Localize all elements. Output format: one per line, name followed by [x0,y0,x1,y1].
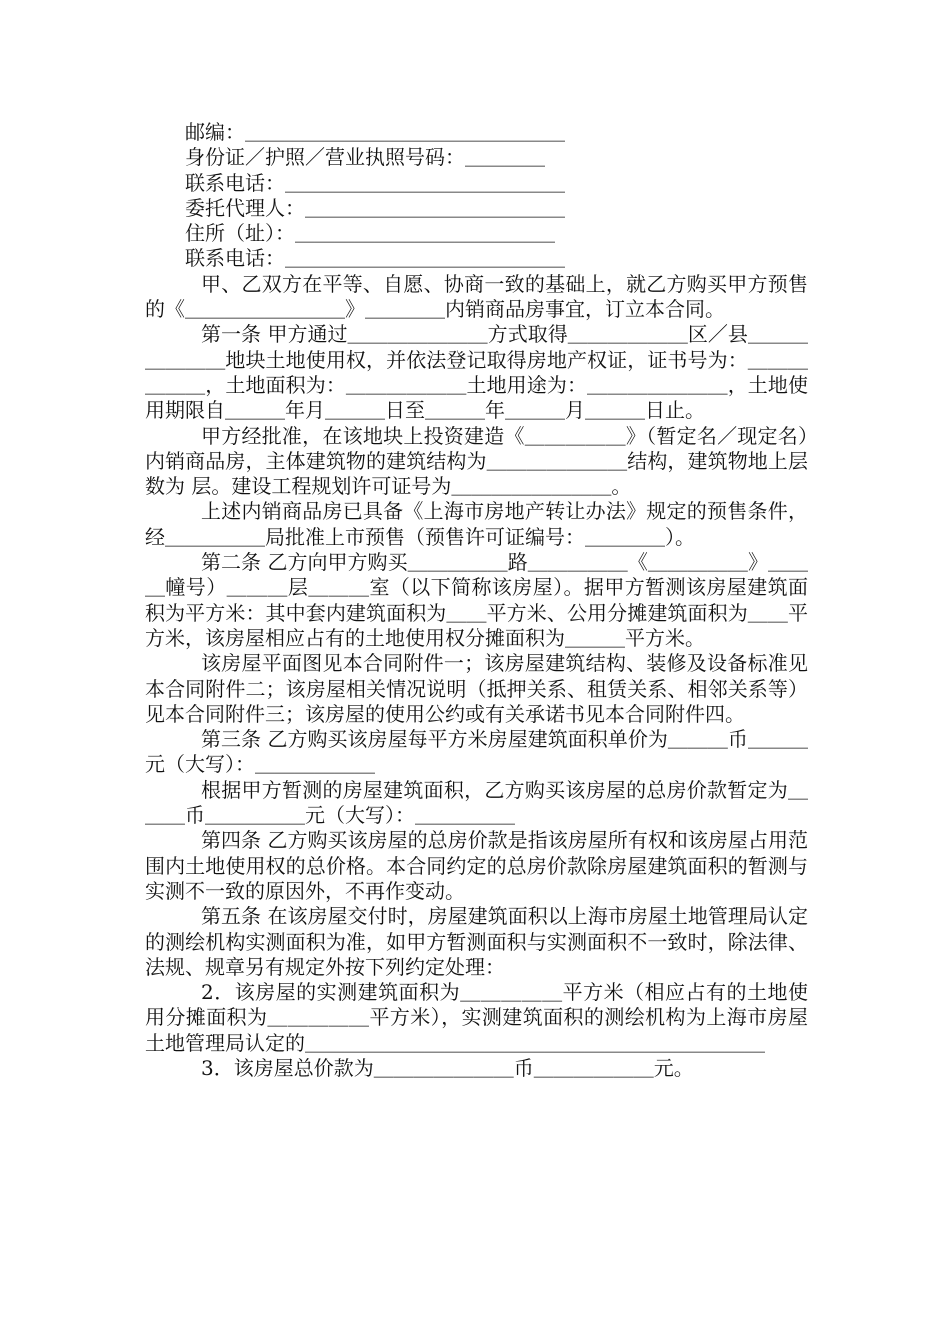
preamble-paragraph: 甲、乙双方在平等、自愿、协商一致的基础上，就乙方购买甲方预售的《＿＿＿＿＿＿＿＿》＿＿＿＿内销商品房事宜，订立本合同。 [145,271,808,322]
address-line: 住所（址）：＿＿＿＿＿＿＿＿＿＿＿＿＿ [145,221,555,246]
construction-paragraph: 甲方经批准，在该地块上投资建造《＿＿＿＿＿》（暂定名／现定名）内销商品房，主体建筑物的建筑结构为＿＿＿＿＿＿＿结构，建筑物地上层数为 层。建设工程规划许可证号为＿＿＿＿＿＿＿＿。 [145,423,808,499]
article-2-paragraph: 第二条 乙方向甲方购买＿＿＿＿＿路＿＿＿＿＿《＿＿＿＿＿》＿＿＿幢号）＿＿＿层＿＿＿室（以下简称该房屋）。据甲方暂测该房屋建筑面积为平方米：其中套内建筑面积为＿＿平方米、公用分摊建筑面积为＿＿平方米，该房屋相应占有的土地使用权分摊面积为＿＿＿平方米。 [145,550,808,650]
total-price-paragraph: 根据甲方暂测的房屋建筑面积，乙方购买该房屋的总房价款暂定为＿＿＿币＿＿＿＿＿元（大写）：＿＿＿＿＿ [145,777,808,828]
postal-code-line: 邮编：＿＿＿＿＿＿＿＿＿＿＿＿＿＿＿＿ [145,120,565,144]
contract-page [145,120,808,1081]
article-4-paragraph: 第四条 乙方购买该房屋的总房价款是指该房屋所有权和该房屋占用范围内土地使用权的总价格。本合同约定的总房价款除房屋建筑面积的暂测与实测不一致的原因外，不再作变动。 [145,828,808,903]
id-number-line: 身份证／护照／营业执照号码：＿＿＿＿ [145,145,545,170]
item-2-paragraph: 2．该房屋的实测建筑面积为＿＿＿＿＿平方米（相应占有的土地使用分摊面积为＿＿＿＿＿平方米），实测建筑面积的测绘机构为上海市房屋土地管理局认定的＿＿＿＿＿＿＿＿＿＿＿＿＿＿＿＿＿＿＿＿＿＿＿ [145,980,808,1055]
phone-line: 联系电话：＿＿＿＿＿＿＿＿＿＿＿＿＿＿ [145,170,565,195]
article-1-paragraph: 第一条 甲方通过＿＿＿＿＿＿＿方式取得＿＿＿＿＿＿区／县＿＿＿＿＿＿＿地块土地使用权，并依法登记取得房地产权证，证书号为：＿＿＿＿＿＿，土地面积为：＿＿＿＿＿＿土地用途为：＿＿＿＿＿＿＿，土地使用期限自＿＿＿年月＿＿＿日至＿＿＿年＿＿＿月＿＿＿日止。 [145,322,808,423]
agent-line: 委托代理人：＿＿＿＿＿＿＿＿＿＿＿＿＿ [145,195,565,220]
attachments-paragraph: 该房屋平面图见本合同附件一；该房屋建筑结构、装修及设备标准见本合同附件二；该房屋相关情况说明（抵押关系、租赁关系、相邻关系等）见本合同附件三；该房屋的使用公约或有关承诺书见本合同附件四。 [145,651,808,726]
article-5-paragraph: 第五条 在该房屋交付时，房屋建筑面积以上海市房屋土地管理局认定的测绘机构实测面积为准，如甲方暂测面积与实测面积不一致时，除法律、法规、规章另有规定外按下列约定处理： [145,904,808,979]
agent-phone-line: 联系电话：＿＿＿＿＿＿＿＿＿＿＿＿＿＿ [145,246,565,271]
item-3-paragraph: 3．该房屋总价款为＿＿＿＿＿＿＿币＿＿＿＿＿＿元。 [201,1055,694,1080]
article-3-paragraph: 第三条 乙方购买该房屋每平方米房屋建筑面积单价为＿＿＿币＿＿＿元（大写）：＿＿＿＿＿＿ [145,727,808,777]
presale-paragraph: 上述内销商品房已具备《上海市房地产转让办法》规定的预售条件，经＿＿＿＿＿局批准上市预售（预售许可证编号：＿＿＿＿）。 [145,499,808,549]
